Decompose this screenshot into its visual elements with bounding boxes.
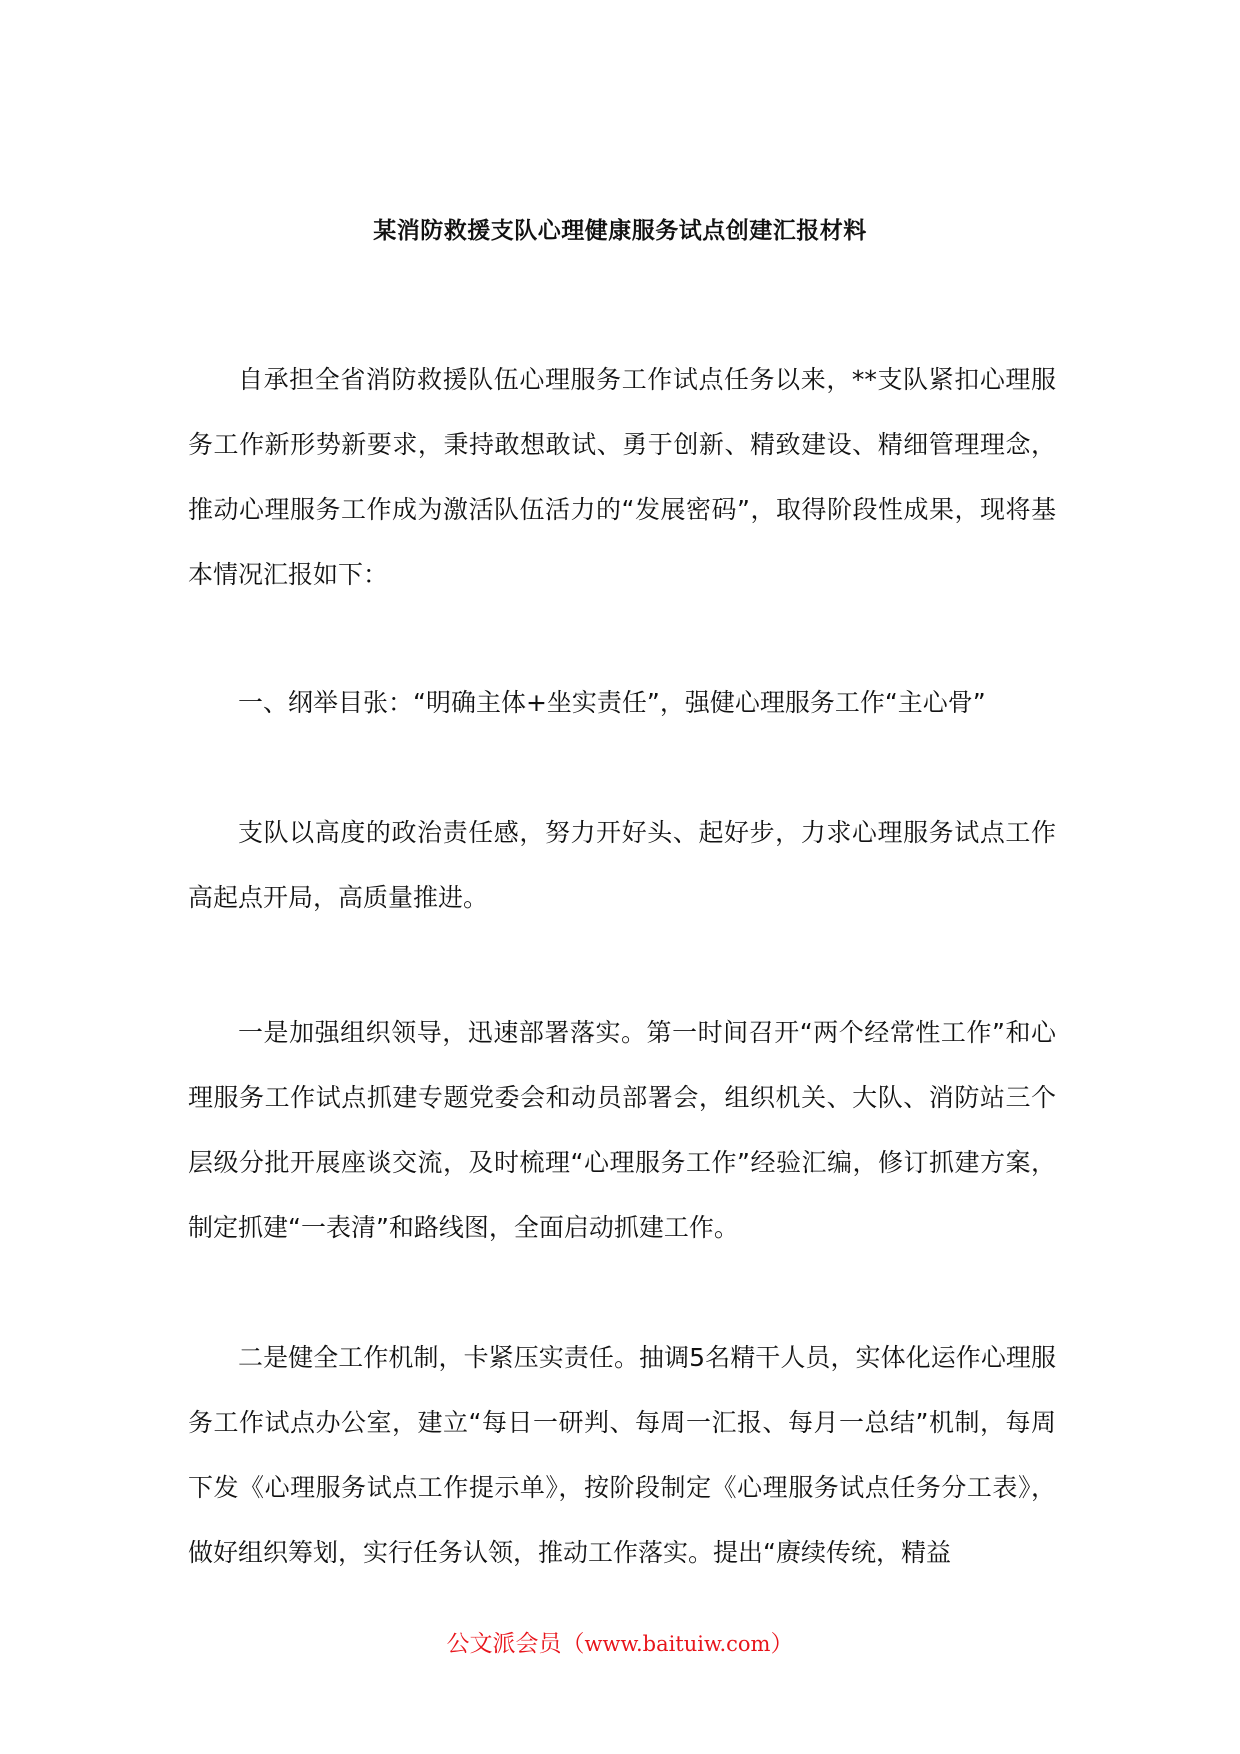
section-heading-1: 一、纲举目张：“明确主体+坐实责任”，强健心理服务工作“主心骨” xyxy=(238,688,986,717)
footer-watermark xyxy=(0,1625,1240,1658)
intro-paragraph: 自承担全省消防救援队伍心理服务工作试点任务以来，**支队紧扣心理服务工作新形势新要求，秉持敢想敢试、勇于创新、精致建设、精细管理理念，推动心理服务工作成为激活队伍活力的“发展密码”，取得阶段性成果，现将基本情况汇报如下： xyxy=(188,365,1056,589)
document-title: 某消防救援支队心理健康服务试点创建汇报材料 xyxy=(373,218,867,244)
footer-label: 公文派会员 xyxy=(446,1631,562,1657)
footer-close-paren: ） xyxy=(770,1631,794,1657)
body-paragraph-2: 支队以高度的政治责任感，努力开好头、起好步，力求心理服务试点工作高起点开局，高质量推进。 xyxy=(188,818,1056,912)
footer-open-paren: （ xyxy=(561,1631,585,1657)
body-paragraph-4: 二是健全工作机制，卡紧压实责任。抽调5名精干人员，实体化运作心理服务工作试点办公室，建立“每日一研判、每周一汇报、每月一总结”机制，每周下发《心理服务试点工作提示单》，按阶段制定《心理服务试点任务分工表》，做好组织筹划，实行任务认领，推动工作落实。提出“赓续传统，精益 xyxy=(188,1343,1056,1567)
body-paragraph-3: 一是加强组织领导，迅速部署落实。第一时间召开“两个经常性工作”和心理服务工作试点抓建专题党委会和动员部署会，组织机关、大队、消防站三个层级分批开展座谈交流，及时梳理“心理服务工作”经验汇编，修订抓建方案，制定抓建“一表清”和路线图，全面启动抓建工作。 xyxy=(188,1018,1056,1242)
footer-url[interactable]: www.baituiw.com xyxy=(584,1632,771,1656)
